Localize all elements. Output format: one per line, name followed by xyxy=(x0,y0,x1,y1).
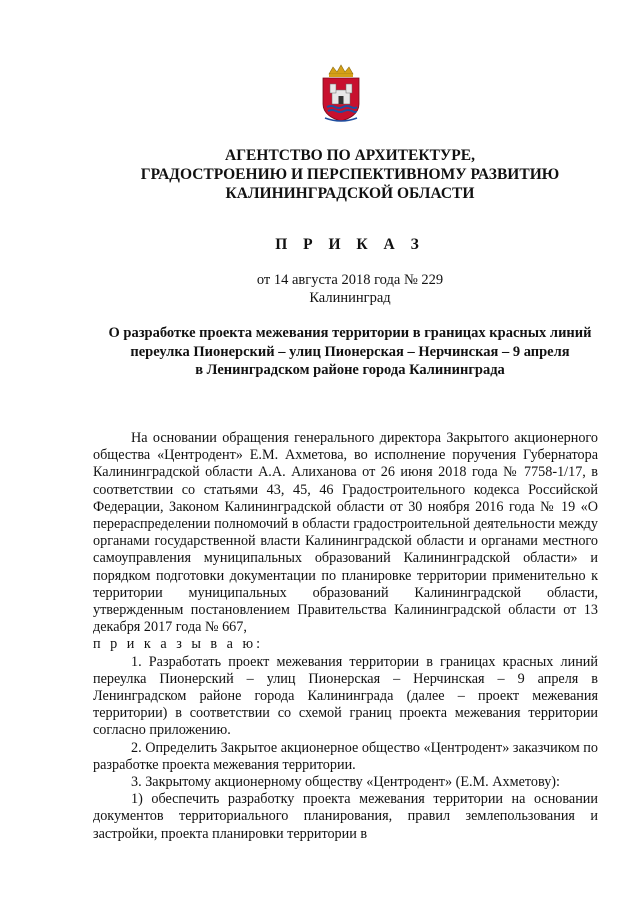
preamble-paragraph: На основании обращения генерального директора Закрытого акционерного общества «Центродент» Е.М. Ахметова, во исполнение поручения Губернатора Калининградской области А.А. Алиханова от 26 июня 2018 года № 7758-1/17, в соответствии со статьями 43, 45, 46 Градостроительного кодекса Российской Федерации, Законом Калининградской области от 30 ноября 2016 года № 19 «О перераспределении полномочий в области градостроительной деятельности между органами государственной власти Калининградской области и органами местного самоуправления муниципальных образований Калининградской области» и порядком подготовки документации по планировке территории применительно к территории муниципальных образований Калининградской области, утвержденным постановлением Правительства Калининградской области от 13 декабря 2017 года № 667, xyxy=(93,430,598,636)
order-city: Калининград xyxy=(309,290,391,306)
order-body xyxy=(93,430,598,843)
agency-line-2: ГРАДОСТРОЕНИЮ И ПЕРСПЕКТИВНОМУ РАЗВИТИЮ xyxy=(140,166,560,183)
coat-of-arms-icon xyxy=(319,64,363,122)
agency-line-3: КАЛИНИНГРАДСКОЙ ОБЛАСТИ xyxy=(225,185,475,202)
subject-line-1: О разработке проекта межевания территории в границах красных линий xyxy=(108,325,592,341)
order-word-text: п р и к а з ы в а ю: xyxy=(93,636,264,653)
agency-name xyxy=(60,146,640,203)
order-meta xyxy=(60,271,640,307)
item-3-1-paragraph: 1) обеспечить разработку проекта межевания территории на основании документов территориального планирования, правил землепользования и застройки, проекта планировки территории в xyxy=(93,791,598,842)
subject-line-3: в Ленинградском районе города Калининграда xyxy=(195,362,505,378)
order-word xyxy=(93,636,598,653)
agency-line-1: АГЕНТСТВО ПО АРХИТЕКТУРЕ, xyxy=(225,147,475,164)
order-subject xyxy=(90,324,610,380)
item-3-paragraph: 3. Закрытому акционерному обществу «Центродент» (Е.М. Ахметову): xyxy=(131,774,560,791)
order-title: П Р И К А З xyxy=(275,236,425,253)
subject-line-2: переулка Пионерский – улиц Пионерская – Нерчинская – 9 апреля xyxy=(130,343,570,360)
order-date-number: от 14 августа 2018 года № 229 xyxy=(256,272,444,288)
item-2-paragraph: 2. Определить Закрытое акционерное общество «Центродент» заказчиком по разработке проекта межевания территории. xyxy=(93,739,598,773)
item-1-paragraph: 1. Разработать проект межевания территории в границах красных линий переулка Пионерский – улиц Пионерская – Нерчинская – 9 апреля в Ленинградском районе города Калининграда (далее – проект межевания территории) в соответствии со схемой границ проекта межевания территории согласно приложению. xyxy=(93,653,598,739)
